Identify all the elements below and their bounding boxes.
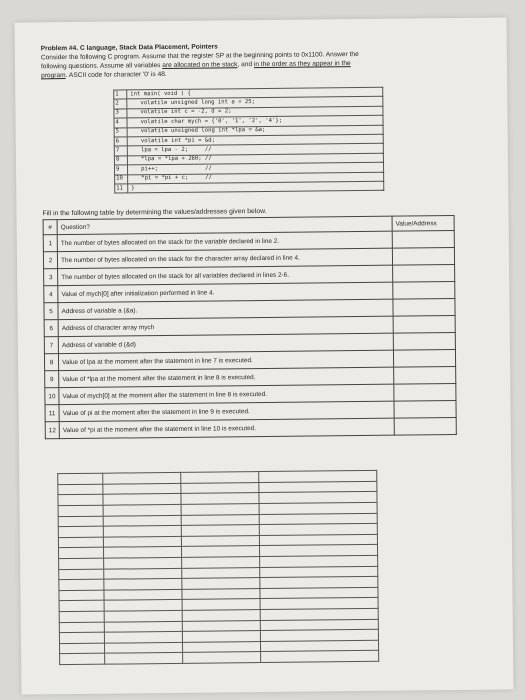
answer-cell[interactable] — [393, 265, 455, 283]
question-number: 4 — [44, 286, 58, 303]
code-line-number: 6 — [114, 137, 127, 147]
grid-cell[interactable] — [181, 514, 259, 525]
grid-cell[interactable] — [181, 525, 259, 536]
code-line-text: pi++; // — [127, 162, 383, 174]
grid-cell[interactable] — [182, 588, 260, 599]
grid-cell[interactable] — [103, 504, 181, 515]
code-line-number: 4 — [114, 118, 127, 128]
grid-cell[interactable] — [104, 568, 182, 579]
code-line-number: 10 — [115, 174, 128, 184]
grid-cell[interactable] — [181, 535, 259, 546]
answer-cell[interactable] — [393, 282, 455, 300]
grid-cell[interactable] — [181, 482, 259, 493]
question-text: Value of *pi at the moment after the statement in line 10 is executed. — [59, 418, 394, 439]
question-number: 7 — [44, 337, 58, 354]
question-text: Address of variable d (&d) — [58, 333, 393, 354]
answer-cell[interactable] — [393, 350, 455, 368]
grid-cell[interactable] — [104, 547, 182, 558]
grid-cell[interactable] — [103, 526, 181, 537]
question-text: Value of lpa at the moment after the statement in line 7 is executed. — [59, 350, 394, 371]
grid-cell[interactable] — [183, 652, 261, 663]
fill-instructions: Fill in the following table by determining the values/addresses given below. — [42, 208, 267, 218]
answer-cell[interactable] — [392, 231, 454, 249]
worksheet-content — [41, 40, 477, 665]
grid-cell[interactable] — [104, 589, 182, 600]
grid-cell[interactable] — [103, 515, 181, 526]
answer-cell[interactable] — [392, 248, 454, 266]
grid-cell[interactable] — [59, 579, 104, 590]
grid-cell[interactable] — [104, 557, 182, 568]
grid-cell[interactable] — [181, 493, 259, 504]
problem-line-1: Consider the following C program. Assume that the register SP at the beginning points to 0x1100. Answer the — [40, 50, 359, 62]
grid-cell[interactable] — [58, 484, 103, 495]
grid-cell[interactable] — [105, 632, 183, 643]
grid-cell[interactable] — [59, 569, 104, 580]
code-line-text: lpa = lpa - 2; // — [127, 144, 383, 156]
grid-cell[interactable] — [104, 536, 182, 547]
code-line-text: *pi = *pi + c; // — [128, 172, 384, 184]
code-line-text: volatile unsigned long int *lpa = &a; — [127, 125, 383, 137]
question-text: The number of bytes allocated on the stack for the variable declared in line 2. — [57, 231, 392, 252]
paper-sheet — [14, 17, 513, 694]
grid-cell[interactable] — [103, 483, 181, 494]
grid-cell[interactable] — [182, 557, 260, 568]
code-line-text: volatile char mych = {'0', '1', '2', '4'}; — [127, 115, 383, 127]
grid-cell[interactable] — [59, 632, 104, 643]
grid-cell[interactable] — [182, 631, 260, 642]
code-line-text: int main( void ) { — [127, 87, 383, 99]
grid-cell[interactable] — [182, 546, 260, 557]
question-number: 8 — [44, 354, 58, 371]
problem-line-3-rest: . ASCII code for character '0' is 48. — [65, 71, 167, 80]
code-line-number: 3 — [114, 109, 127, 119]
grid-cell[interactable] — [58, 495, 103, 506]
grid-cell[interactable] — [58, 516, 103, 527]
question-row — [45, 418, 456, 439]
question-number: 5 — [44, 303, 58, 320]
grid-cell[interactable] — [260, 651, 378, 663]
problem-line-2-part-a: following questions. Assume all variables — [40, 62, 163, 71]
code-line — [115, 181, 384, 193]
grid-cell[interactable] — [104, 621, 182, 632]
grid-cell[interactable] — [182, 578, 260, 589]
grid-cell[interactable] — [105, 642, 183, 653]
problem-line-2-underlined-a: are allocated on the stack — [162, 61, 238, 70]
question-text: Address of variable a (&a). — [58, 299, 393, 320]
question-number: 2 — [43, 252, 57, 269]
code-line-number: 8 — [114, 156, 127, 166]
question-text: Address of character array mych — [58, 316, 393, 337]
problem-line-2-underlined-b: in the order as they appear in the — [253, 60, 351, 69]
answer-cell[interactable] — [394, 367, 456, 385]
question-text: The number of bytes allocated on the stack for the character array declared in line 4. — [58, 248, 393, 269]
code-line-number: 2 — [114, 99, 127, 109]
grid-cell[interactable] — [59, 590, 104, 601]
grid-cell[interactable] — [103, 473, 181, 484]
grid-cell[interactable] — [103, 494, 181, 505]
question-number: 6 — [44, 320, 58, 337]
grid-cell[interactable] — [59, 643, 104, 654]
question-number: 12 — [45, 422, 59, 439]
question-text: The number of bytes allocated on the stack for all variables declared in lines 2-6. — [58, 265, 393, 286]
answer-cell[interactable] — [393, 299, 455, 317]
code-line-text: volatile int c = -2, d = 2; — [127, 106, 383, 118]
code-line-number: 5 — [114, 127, 127, 137]
problem-line-2-part-c: , and — [237, 61, 254, 69]
answer-cell[interactable] — [394, 418, 456, 436]
header-question: Question? — [57, 216, 392, 235]
header-value: Value/Address — [392, 216, 454, 232]
grid-cell[interactable] — [181, 504, 259, 515]
grid-cell[interactable] — [59, 548, 104, 559]
grid-row — [60, 651, 379, 665]
grid-cell[interactable] — [59, 558, 104, 569]
grid-cell[interactable] — [183, 641, 261, 652]
code-line-text: volatile unsigned long int a = 25; — [127, 97, 383, 109]
question-text: Value of mych[0] after initialization performed in line 4. — [58, 282, 393, 303]
question-text: Value of mych[0] at the moment after the statement in line 8 is executed. — [59, 384, 394, 405]
code-line-number: 11 — [115, 184, 128, 194]
code-line-text: *lpa = *lpa + 260; // — [127, 153, 383, 165]
grid-cell[interactable] — [104, 610, 182, 621]
problem-line-3-underlined: program — [41, 72, 66, 80]
problem-title: Problem #4. C language, Stack Data Placement, Pointers — [40, 43, 218, 53]
grid-cell[interactable] — [104, 579, 182, 590]
question-text: Value of pi at the moment after the statement in line 9 is executed. — [59, 401, 394, 422]
grid-cell[interactable] — [59, 611, 104, 622]
blank-memory-grid — [57, 470, 379, 665]
grid-cell[interactable] — [58, 505, 103, 516]
question-text: Value of *lpa at the moment after the statement in line 8 is executed. — [59, 367, 394, 388]
code-line-text: } — [128, 181, 384, 193]
answer-cell[interactable] — [394, 401, 456, 419]
grid-cell[interactable] — [60, 654, 105, 665]
grid-cell[interactable] — [59, 601, 104, 612]
question-number: 1 — [43, 235, 57, 252]
grid-cell[interactable] — [58, 526, 103, 537]
question-number: 3 — [44, 269, 58, 286]
question-number: 11 — [45, 405, 59, 422]
grid-cell[interactable] — [182, 610, 260, 621]
answer-cell[interactable] — [394, 384, 456, 402]
grid-cell[interactable] — [104, 600, 182, 611]
grid-cell[interactable] — [105, 653, 183, 664]
answer-cell[interactable] — [393, 333, 455, 351]
code-line-number: 7 — [114, 146, 127, 156]
question-table — [43, 215, 457, 439]
header-number: # — [43, 220, 57, 235]
grid-cell[interactable] — [181, 472, 259, 483]
grid-cell[interactable] — [59, 622, 104, 633]
code-listing — [113, 87, 384, 194]
grid-cell[interactable] — [58, 537, 103, 548]
code-line-text: volatile int *pi = &d; — [127, 134, 383, 146]
answer-cell[interactable] — [393, 316, 455, 334]
question-number: 10 — [45, 388, 59, 405]
question-number: 9 — [45, 371, 59, 388]
grid-cell[interactable] — [182, 620, 260, 631]
grid-cell[interactable] — [182, 599, 260, 610]
code-line-number: 9 — [114, 165, 127, 175]
grid-cell[interactable] — [58, 473, 103, 484]
code-line-number: 1 — [114, 90, 127, 100]
problem-statement — [41, 40, 471, 81]
grid-cell[interactable] — [182, 567, 260, 578]
